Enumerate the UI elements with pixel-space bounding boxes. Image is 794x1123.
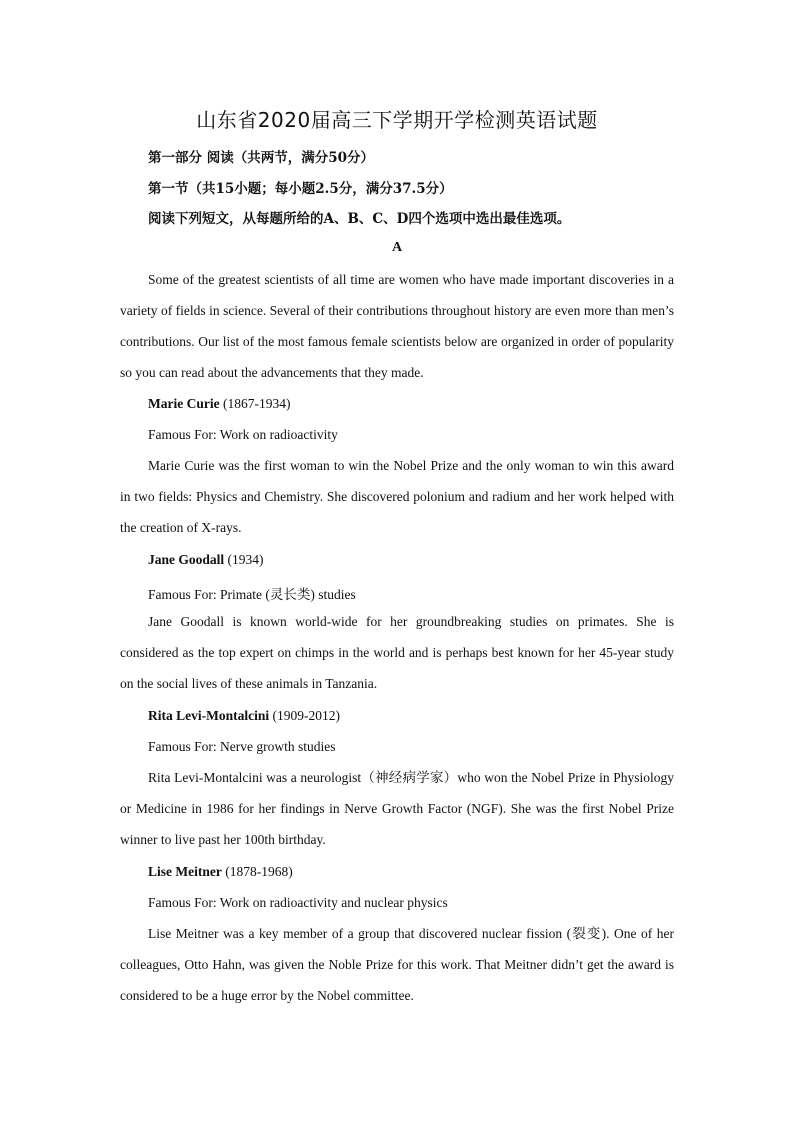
scientist-description: Lise Meitner was a key member of a group that discovered nuclear fission (裂变). One of her colleagues, Otto Hahn, was given the Noble Prize for this work. That Meitner didn’t get the award is considered to be a huge error by the Nobel committee.: [120, 926, 674, 1003]
scientist-years: (1867-1934): [222, 396, 291, 411]
famous-for: Famous For: Work on radioactivity: [148, 427, 338, 442]
scientist-heading: [148, 396, 290, 412]
intro-paragraph: Some of the greatest scientists of all time are women who have made important discoveries in a variety of fields in science. Several of their contributions throughout history are even more than men’s contributions. Our list of the most famous female scientists below are organized in order of popularity so you can read about the advancements that they made.: [120, 272, 674, 380]
section-heading: 第一节（共15小题；每小题2.5分，满分37.5分）: [148, 181, 453, 197]
scientist-name: Jane Goodall: [148, 552, 225, 567]
scientist-name: Lise Meitner: [148, 864, 222, 879]
scientist-years: (1878-1968): [225, 864, 293, 879]
passage-label: A: [391, 240, 403, 255]
famous-for: Famous For: Work on radioactivity and nuclear physics: [148, 895, 448, 910]
famous-for: Famous For: Primate (灵长类) studies: [148, 587, 356, 602]
instruction-text: 阅读下列短文，从每题所给的A、B、C、D四个选项中选出最佳选项。: [148, 211, 571, 227]
scientist-description: Rita Levi-Montalcini was a neurologist（神经病学家）who won the Nobel Prize in Physiology or Medicine in 1986 for her findings in Nerve Growth Factor (NGF). She was the first Nobel Prize winner to live past her 100th birthday.: [120, 770, 674, 847]
scientist-years: (1909-2012): [272, 708, 340, 723]
scientist-name: Marie Curie: [148, 396, 220, 411]
part-heading: 第一部分 阅读（共两节，满分50分）: [148, 150, 374, 166]
scientist-description: Jane Goodall is known world-wide for her groundbreaking studies on primates. She is considered as the top expert on chimps in the world and is perhaps best known for her 45-year study on the social lives of these animals in Tanzania.: [120, 614, 674, 691]
scientist-heading: [148, 552, 264, 568]
scientist-heading: [148, 864, 293, 880]
scientist-name: Rita Levi-Montalcini: [148, 708, 270, 723]
scientist-heading: [148, 708, 340, 724]
page-title: 山东省2020届高三下学期开学检测英语试题: [196, 108, 598, 132]
scientist-description: Marie Curie was the first woman to win the Nobel Prize and the only woman to win this award in two fields: Physics and Chemistry. She discovered polonium and radium and her work helped with the creation of X-rays.: [120, 458, 674, 535]
scientist-years: (1934): [227, 552, 264, 567]
famous-for: Famous For: Nerve growth studies: [148, 739, 336, 754]
